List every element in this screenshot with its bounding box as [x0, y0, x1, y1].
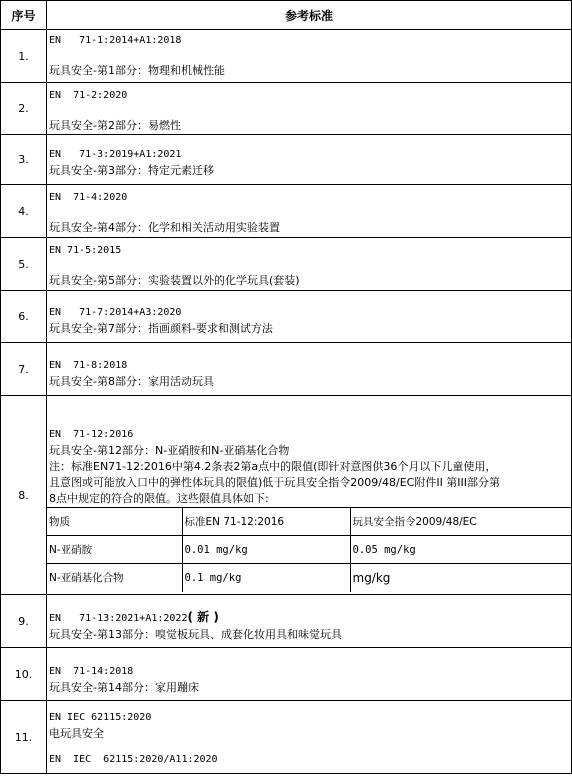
new-badge: ( 新 )	[187, 610, 219, 624]
directive-limit: 0.05 mg/kg	[350, 536, 571, 564]
standard-title: 玩具安全-第8部分：家用活动玩具	[49, 375, 214, 388]
row-number: 10.	[1, 648, 47, 701]
row-reference	[47, 595, 572, 648]
row-reference	[47, 291, 572, 343]
note-line-1: 注：标准EN71-12:2016中第4.2条表2第a点中的限值(即针对意图供36个月以下儿童使用，	[49, 460, 497, 474]
subtable-header-substance: 物质	[47, 508, 182, 536]
standard-code: EN 71-14:2018	[49, 665, 134, 677]
row-reference	[47, 343, 572, 396]
standard-amendment-code: EN IEC 62115:2020/A11:2020	[49, 754, 218, 765]
table-row	[1, 648, 572, 701]
row-number: 4.	[1, 185, 47, 238]
standard-title: 玩具安全-第12部分：N-亚硝胺和N-亚硝基化合物	[49, 444, 290, 458]
standard-code: EN 71-7:2014+A3:2020	[49, 307, 182, 318]
standard-code: EN 71-12:2016	[49, 429, 134, 441]
table-row	[1, 238, 572, 291]
row-reference	[47, 701, 572, 774]
row-reference	[47, 83, 572, 135]
limit-values-table	[47, 507, 571, 592]
table-header-row	[1, 1, 572, 30]
standard-code: EN 71-5:2015	[49, 245, 122, 256]
standard-title: 电玩具安全	[49, 727, 104, 740]
subtable-header-row	[47, 508, 571, 536]
standard-title: 玩具安全-第3部分：特定元素迁移	[49, 164, 214, 177]
note-line-2: 且意图或可能放入口中的弹性体玩具的限值)低于玩具安全指令2009/48/EC附件II 第III部分第	[49, 476, 501, 490]
header-reference-standard: 参考标准	[47, 1, 572, 30]
table-row	[1, 343, 572, 396]
row-number: 6.	[1, 291, 47, 343]
standard-title: 玩具安全-第5部分：实验装置以外的化学玩具(套装)	[49, 274, 300, 287]
substance-name: N-亚硝胺	[47, 536, 182, 564]
subtable-row	[47, 536, 571, 564]
row-number: 11.	[1, 701, 47, 774]
table-row	[1, 135, 572, 185]
row-reference	[47, 648, 572, 701]
standard-code: EN 71-13:2021+A1:2022	[49, 613, 188, 624]
row-number: 8.	[1, 396, 47, 595]
row-reference	[47, 238, 572, 291]
subtable-header-en71-12: 标准EN 71-12:2016	[182, 508, 350, 536]
row-reference	[47, 185, 572, 238]
row-number: 5.	[1, 238, 47, 291]
subtable-row	[47, 564, 571, 592]
standard-title: 玩具安全-第2部分：易燃性	[49, 118, 181, 132]
subtable-header-directive: 玩具安全指令2009/48/EC	[350, 508, 571, 536]
row-number: 2.	[1, 83, 47, 135]
row-number: 3.	[1, 135, 47, 185]
standard-title: 玩具安全-第13部分：嗅觉板玩具、成套化妆用具和味觉玩具	[49, 628, 342, 641]
table-row	[1, 185, 572, 238]
row-reference	[47, 30, 572, 83]
table-row	[1, 83, 572, 135]
standard-title: 玩具安全-第1部分：物理和机械性能	[49, 64, 225, 77]
standard-code: EN 71-8:2018	[49, 360, 128, 371]
substance-name: N-亚硝基化合物	[47, 564, 182, 592]
note-line-3: 8点中规定的符合的限值。这些限值具体如下:	[49, 492, 269, 506]
standard-code: EN IEC 62115:2020	[49, 712, 152, 723]
table-row	[1, 291, 572, 343]
standard-title: 玩具安全-第4部分：化学和相关活动用实验装置	[49, 220, 280, 234]
table-row	[1, 396, 572, 595]
standard-code: EN 71-4:2020	[49, 191, 128, 203]
standard-title: 玩具安全-第14部分：家用蹦床	[49, 680, 199, 694]
en71-12-limit: 0.01 mg/kg	[182, 536, 350, 564]
row-number: 1.	[1, 30, 47, 83]
row-reference	[47, 135, 572, 185]
header-serial-number: 序号	[1, 1, 47, 30]
table-row	[1, 701, 572, 774]
table-row	[1, 30, 572, 83]
row-reference	[47, 396, 572, 595]
standard-code: EN 71-1:2014+A1:2018	[49, 35, 182, 46]
row-number: 7.	[1, 343, 47, 396]
directive-limit: mg/kg	[350, 564, 571, 592]
standard-title: 玩具安全-第7部分：指画颜料-要求和测试方法	[49, 322, 273, 335]
en71-12-limit: 0.1 mg/kg	[182, 564, 350, 592]
standard-code: EN 71-3:2019+A1:2021	[49, 149, 182, 160]
row-number: 9.	[1, 595, 47, 648]
table-row	[1, 595, 572, 648]
standard-code: EN 71-2:2020	[49, 89, 128, 101]
